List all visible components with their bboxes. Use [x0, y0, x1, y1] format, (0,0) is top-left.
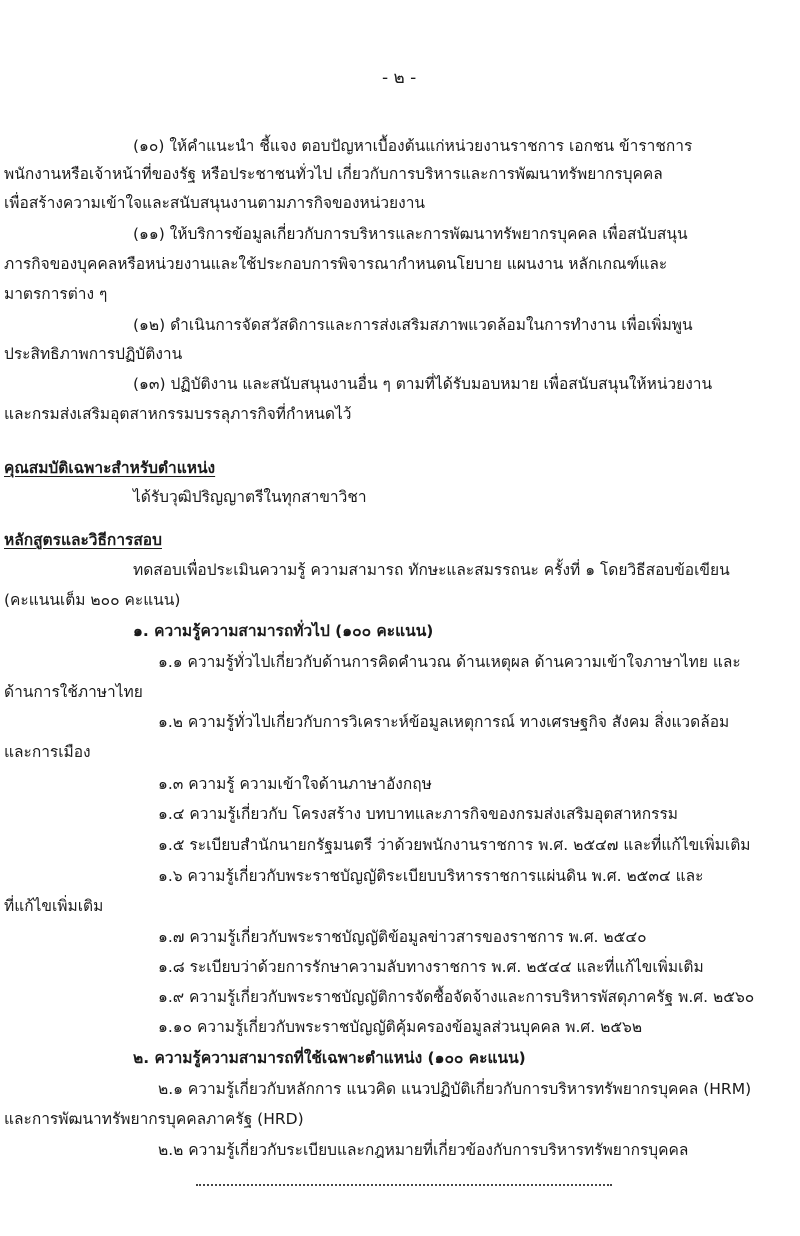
page-number: - ๒ -	[382, 68, 417, 88]
item-1-7: ๑.๗ ความรู้เกี่ยวกับพระราชบัญญัติข้อมูลข่าวสารของราชการ พ.ศ. ๒๕๔๐	[158, 928, 647, 946]
duty-10-line-2: พนักงานหรือเจ้าหน้าที่ของรัฐ หรือประชาชนทั่วไป เกี่ยวกับการบริหารและการพัฒนาทรัพยากรบุคคล	[4, 165, 663, 183]
item-1-4: ๑.๔ ความรู้เกี่ยวกับ โครงสร้าง บทบาทและภารกิจของกรมส่งเสริมอุตสาหกรรม	[158, 805, 679, 823]
section-1-title: ๑. ความรู้ความสามารถทั่วไป (๑๐๐ คะแนน)	[133, 622, 434, 640]
duty-11-line-2: ภารกิจของบุคคลหรือหน่วยงานและใช้ประกอบการพิจารณากำหนดนโยบาย แผนงาน หลักเกณฑ์และ	[4, 255, 668, 273]
item-2-2: ๒.๒ ความรู้เกี่ยวกับระเบียบและกฎหมายที่เกี่ยวข้องกับการบริหารทรัพยากรบุคคล	[158, 1141, 689, 1159]
duty-11-line-3: มาตรการต่าง ๆ	[4, 285, 108, 303]
item-1-2-line-1: ๑.๒ ความรู้ทั่วไปเกี่ยวกับการวิเคราะห์ข้อมูลเหตุการณ์ ทางเศรษฐกิจ สังคม สิ่งแวดล้อม	[158, 713, 730, 731]
item-1-8: ๑.๘ ระเบียบว่าด้วยการรักษาความลับทางราชการ พ.ศ. ๒๕๔๔ และที่แก้ไขเพิ่มเติม	[158, 958, 704, 976]
qualification-text: ได้รับวุฒิปริญญาตรีในทุกสาขาวิชา	[133, 488, 367, 506]
qualification-heading-text: คุณสมบัติเฉพาะสำหรับตำแหน่ง	[4, 459, 216, 477]
item-1-10: ๑.๑๐ ความรู้เกี่ยวกับพระราชบัญญัติคุ้มครองข้อมูลส่วนบุคคล พ.ศ. ๒๕๖๒	[158, 1018, 643, 1036]
item-1-2-line-2: และการเมือง	[4, 743, 91, 761]
duty-10-line-3: เพื่อสร้างความเข้าใจและสนับสนุนงานตามภารกิจของหน่วยงาน	[4, 194, 425, 212]
exam-heading	[4, 528, 162, 552]
item-1-6-line-1: ๑.๖ ความรู้เกี่ยวกับพระราชบัญญัติระเบียบบริหารราชการแผ่นดิน พ.ศ. ๒๕๓๔ และ	[158, 867, 704, 885]
duty-13-line-2: และกรมส่งเสริมอุตสาหกรรมบรรลุภารกิจที่กำหนดไว้	[4, 405, 352, 423]
item-1-9: ๑.๙ ความรู้เกี่ยวกับพระราชบัญญัติการจัดซื้อจัดจ้างและการบริหารพัสดุภาครัฐ พ.ศ. ๒๕๖๐	[158, 988, 755, 1006]
item-1-3: ๑.๓ ความรู้ ความเข้าใจด้านภาษาอังกฤษ	[158, 775, 432, 793]
item-2-1-line-2: และการพัฒนาทรัพยากรบุคคลภาครัฐ (HRD)	[4, 1110, 304, 1128]
item-1-6-line-2: ที่แก้ไขเพิ่มเติม	[4, 897, 104, 915]
qualification-heading	[4, 456, 215, 480]
item-1-1-line-1: ๑.๑ ความรู้ทั่วไปเกี่ยวกับด้านการคิดคำนวณ ด้านเหตุผล ด้านความเข้าใจภาษาไทย และ	[158, 653, 741, 671]
duty-11-line-1: (๑๑) ให้บริการข้อมูลเกี่ยวกับการบริหารและการพัฒนาทรัพยากรบุคคล เพื่อสนับสนุน	[133, 225, 688, 243]
item-1-1-line-2: ด้านการใช้ภาษาไทย	[4, 683, 143, 701]
duty-10-line-1: (๑๐) ให้คำแนะนำ ชี้แจง ตอบปัญหาเบื้องต้นแก่หน่วยงานราชการ เอกชน ข้าราชการ	[133, 137, 693, 155]
duty-12-line-1: (๑๒) ดำเนินการจัดสวัสดิการและการส่งเสริมสภาพแวดล้อมในการทำงาน เพื่อเพิ่มพูน	[133, 316, 693, 334]
dotted-separator	[196, 1178, 612, 1186]
exam-intro-line-1: ทดสอบเพื่อประเมินความรู้ ความสามารถ ทักษะและสมรรถนะ ครั้งที่ ๑ โดยวิธีสอบข้อเขียน	[133, 561, 730, 579]
exam-intro-line-2: (คะแนนเต็ม ๒๐๐ คะแนน)	[4, 591, 181, 609]
duty-12-line-2: ประสิทธิภาพการปฏิบัติงาน	[4, 345, 183, 363]
section-2-title: ๒. ความรู้ความสามารถที่ใช้เฉพาะตำแหน่ง (๑๐๐ คะแนน)	[133, 1049, 526, 1067]
duty-13-line-1: (๑๓) ปฏิบัติงาน และสนับสนุนงานอื่น ๆ ตามที่ได้รับมอบหมาย เพื่อสนับสนุนให้หน่วยงาน	[133, 375, 713, 393]
exam-heading-text: หลักสูตรและวิธีการสอบ	[4, 531, 162, 549]
item-2-1-line-1: ๒.๑ ความรู้เกี่ยวกับหลักการ แนวคิด แนวปฏิบัติเกี่ยวกับการบริหารทรัพยากรบุคคล (HRM)	[158, 1080, 752, 1098]
item-1-5: ๑.๕ ระเบียบสำนักนายกรัฐมนตรี ว่าด้วยพนักงานราชการ พ.ศ. ๒๕๔๗ และที่แก้ไขเพิ่มเติม	[158, 836, 751, 854]
